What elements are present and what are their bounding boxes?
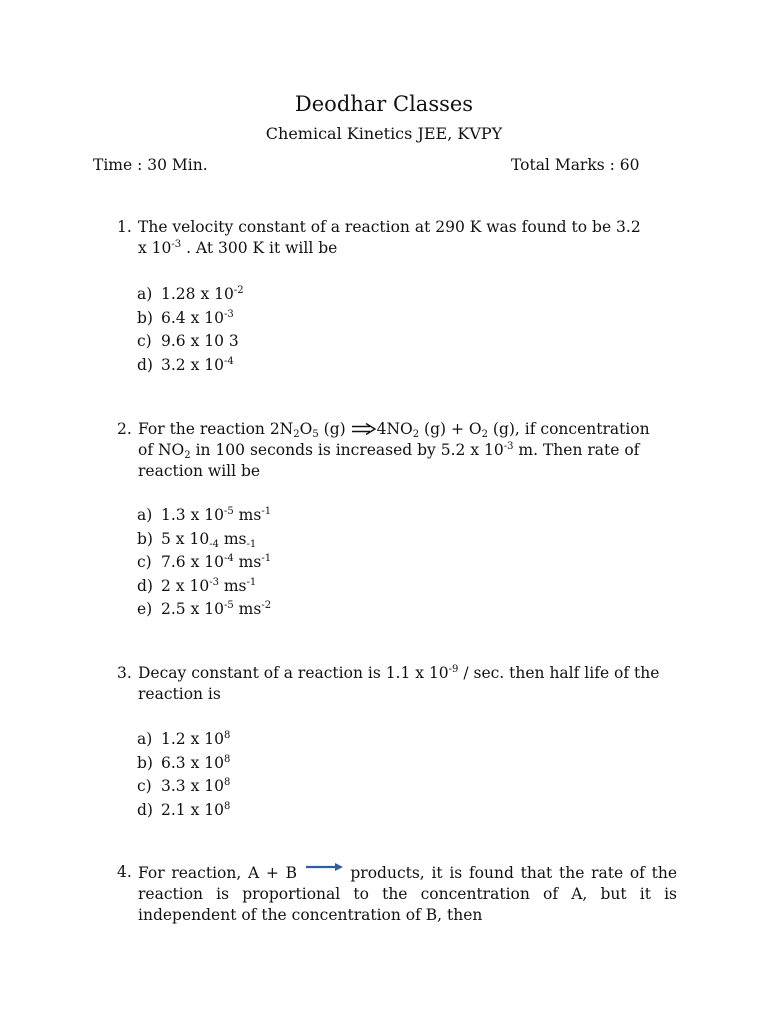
- question-1-options: [137, 283, 244, 377]
- double-right-arrow-icon: [351, 423, 377, 435]
- page-title: Deodhar Classes: [294, 92, 474, 116]
- question-4: [117, 862, 677, 926]
- page-subtitle: Chemical Kinetics JEE, KVPY: [265, 124, 503, 143]
- question-number: 4.: [117, 863, 132, 881]
- option-c[interactable]: c) 7.6 x $10^{-4}$ $ms^{-1}$: [137, 553, 272, 571]
- question-3-options: [137, 728, 230, 822]
- option-b[interactable]: b) 5 x $10_{-4}$ $ms_{-1}$: [137, 529, 257, 550]
- question-2-options: [137, 504, 271, 622]
- option-a[interactable]: a) 1.2 x $10^8$: [137, 730, 231, 748]
- question-1: [117, 217, 677, 259]
- total-marks-label: Total Marks : 60: [511, 156, 640, 174]
- question-number: 3.: [117, 664, 132, 682]
- time-label: Time : 30 Min.: [93, 156, 208, 174]
- question-text: Decay constant of a reaction is 1.1 x $10^{-9}$ / sec. then half life of the reaction is: [138, 664, 660, 703]
- question-2: [117, 419, 677, 482]
- question-number: 2.: [117, 420, 132, 438]
- option-c[interactable]: c) 3.3 x $10^8$: [137, 777, 231, 795]
- question-3: [117, 663, 677, 705]
- right-arrow-icon: [304, 862, 344, 874]
- question-text: For reaction, A + B products, it is found that the rate of the reaction is proportional to the concentration of A, but it is independent of the concentration of B, then: [138, 864, 677, 924]
- question-text: The velocity constant of a reaction at 290 K was found to be 3.2 x $10^{-3}$ . At 300 K it will be: [138, 218, 641, 257]
- option-d[interactable]: d) 2.1 x $10^8$: [137, 800, 231, 819]
- option-a[interactable]: a) 1.28 x $10^{-2}$: [137, 285, 244, 303]
- question-text: For the reaction $2N_2O_5$ (g) $4NO_2$ $(g) + O_2$ (g), if concentration of $NO_2$ in 100 seconds is increased by 5.2 x $10^{-3}$ m. Then rate of reaction will be: [138, 420, 650, 480]
- option-d[interactable]: d) 3.2 x $10^{-4}$: [137, 355, 234, 374]
- question-number: 1.: [117, 218, 132, 236]
- option-b[interactable]: b) 6.4 x $10^{-3}$: [137, 308, 234, 327]
- option-b[interactable]: b) 6.3 x $10^8$: [137, 753, 231, 772]
- option-a[interactable]: a) 1.3 x $10^{-5}$ $ms^{-1}$: [137, 506, 272, 524]
- option-e[interactable]: e) 2.5 x $10^{-5}$ $ms^{-2}$: [137, 600, 272, 618]
- option-d[interactable]: d) 2 x $10^{-3}$ $ms^{-1}$: [137, 576, 257, 595]
- option-c[interactable]: c) 9.6 x 10 3: [137, 332, 239, 350]
